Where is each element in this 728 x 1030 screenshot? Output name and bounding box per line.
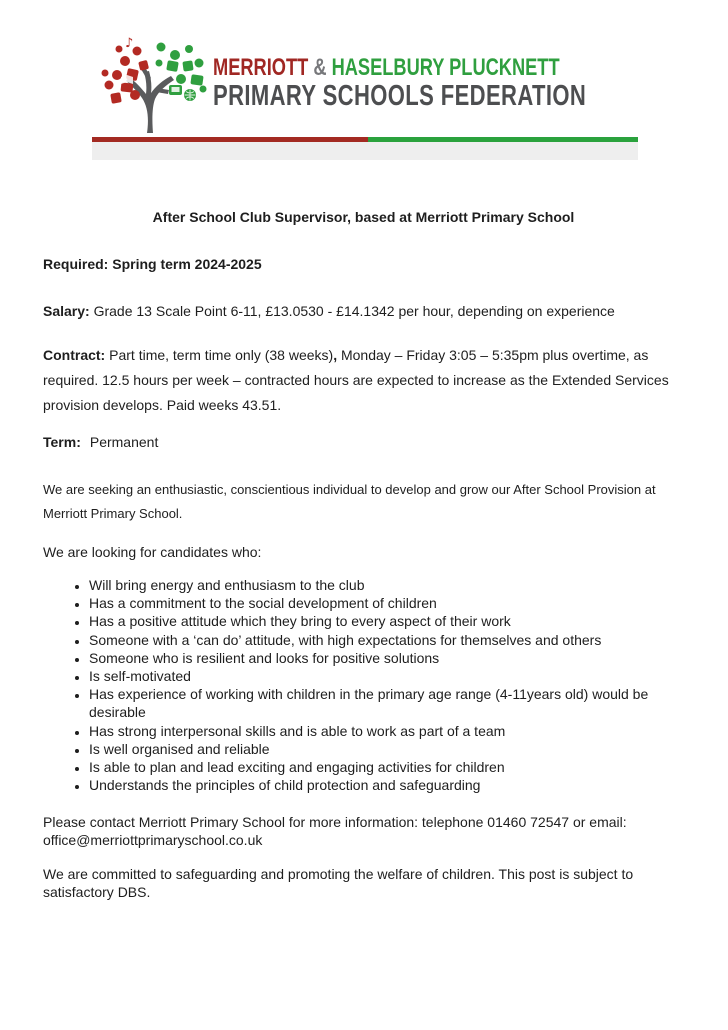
- contract-bold-comma: ,: [333, 347, 338, 363]
- list-item: • Has a positive attitude which they bring to every aspect of their work: [89, 612, 684, 630]
- contract-text-2: Monday – Friday 3:05 – 5:35pm plus overtime, as required. 12.5 hours per week – contracted hours are expected to increase as the Extended Services provision develops. Paid weeks 43.51.: [43, 347, 669, 413]
- contract-text-1: Part time, term time only (38 weeks): [105, 347, 334, 363]
- list-item: • Is well organised and reliable: [89, 740, 684, 758]
- contact-email: office@merriottprimaryschool.co.uk: [43, 831, 263, 848]
- candidates-heading: We are looking for candidates who:: [43, 544, 262, 560]
- page-title: After School Club Supervisor, based at Merriott Primary School: [152, 209, 575, 225]
- list-item: • Understands the principles of child protection and safeguarding: [89, 776, 684, 794]
- list-item: • Has a commitment to the social development of children: [89, 594, 684, 612]
- federation-name-line2: PRIMARY SCHOOLS FEDERATION: [213, 80, 587, 113]
- job-advert-body: [0, 209, 728, 901]
- list-item: • Has strong interpersonal skills and is able to work as part of a team: [89, 722, 684, 740]
- list-item: • Someone who is resilient and looks for positive solutions: [89, 649, 684, 667]
- contract-label: Contract:: [43, 347, 106, 363]
- safeguarding-paragraph: [43, 865, 684, 901]
- federation-logo-text: [213, 55, 586, 111]
- safeguarding-text-line2: satisfactory DBS.: [43, 884, 151, 901]
- federation-name-line1: [213, 55, 586, 80]
- salary-label: Salary:: [43, 303, 90, 319]
- salary-line: [43, 303, 684, 319]
- header-gray-bar: [92, 142, 638, 160]
- contact-info-text: Please contact Merriott Primary School for more information: telephone 01460 72547 or email:: [43, 814, 627, 831]
- list-item: • Someone with a ‘can do’ attitude, with high expectations for themselves and others: [89, 631, 684, 649]
- logo-haselbury-text: HASELBURY PLUCKNETT: [331, 54, 560, 81]
- logo-ampersand: &: [313, 54, 327, 81]
- music-note-icon: ♪: [125, 36, 134, 51]
- salary-text: Grade 13 Scale Point 6-11, £13.0530 - £14.1342 per hour, depending on experience: [89, 303, 615, 319]
- term-value: Permanent: [89, 434, 159, 450]
- logo-merriott-text: MERRIOTT: [213, 54, 309, 81]
- federation-logo-tree-icon: [95, 33, 217, 135]
- list-item: • Is self-motivated: [89, 667, 684, 685]
- candidate-criteria-list: [43, 576, 684, 794]
- required-line: Required: Spring term 2024-2025: [43, 256, 262, 272]
- federation-logo: [95, 33, 704, 135]
- safeguarding-text-line1: We are committed to safeguarding and promoting the welfare of children. This post is subject to: [43, 866, 634, 883]
- contract-paragraph: [43, 343, 684, 418]
- term-label: Term:: [43, 434, 81, 450]
- intro-paragraph: We are seeking an enthusiastic, conscientious individual to develop and grow our After School Provision at Merriott Primary School.: [43, 482, 656, 521]
- contact-paragraph: [43, 814, 684, 849]
- list-item: • Has experience of working with children in the primary age range (4-11years old) would be desirable: [89, 685, 684, 721]
- list-item: • Is able to plan and lead exciting and engaging activities for children: [89, 758, 684, 776]
- list-item: • Will bring energy and enthusiasm to the club: [89, 576, 684, 594]
- letterhead: [0, 0, 728, 160]
- term-line: [43, 433, 684, 451]
